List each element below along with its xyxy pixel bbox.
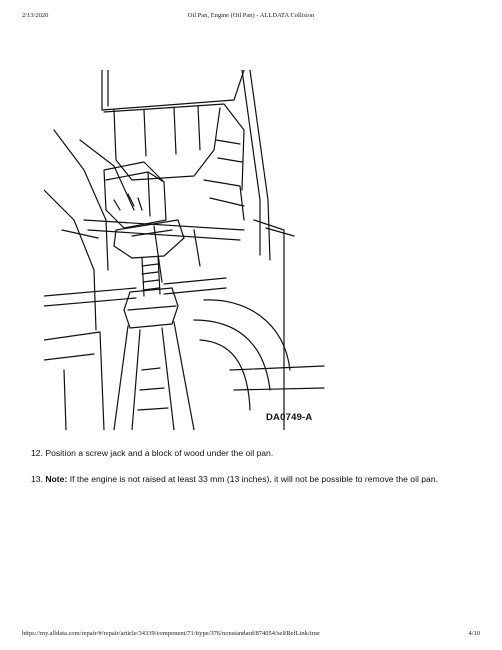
step-13 (31, 474, 438, 485)
page-header (22, 12, 480, 22)
note-label: Note: (45, 474, 68, 484)
illustration-screw-jack-oil-pan (44, 70, 326, 430)
print-date: 2/13/2020 (22, 12, 49, 19)
document-title: Oil Pan, Engine (Oil Pan) - ALLDATA Collision (187, 12, 315, 19)
step-12 (31, 448, 273, 459)
step-number: 12. (31, 448, 43, 458)
figure-caption: DA0749-A (266, 412, 313, 423)
source-url: https://my.alldata.com/repair/#/repair/article/34339/component/71/itype/376/nonstandard/874054/selfRefLink/true (22, 630, 320, 637)
step-number: 13. (31, 474, 43, 484)
step-text: Position a screw jack and a block of wood under the oil pan. (45, 448, 274, 458)
step-text: If the engine is not raised at least 33 mm (13 inches), it will not be possible to remove the oil pan. (69, 474, 438, 484)
page-footer (22, 630, 480, 640)
page-number: 4/10 (468, 630, 480, 637)
